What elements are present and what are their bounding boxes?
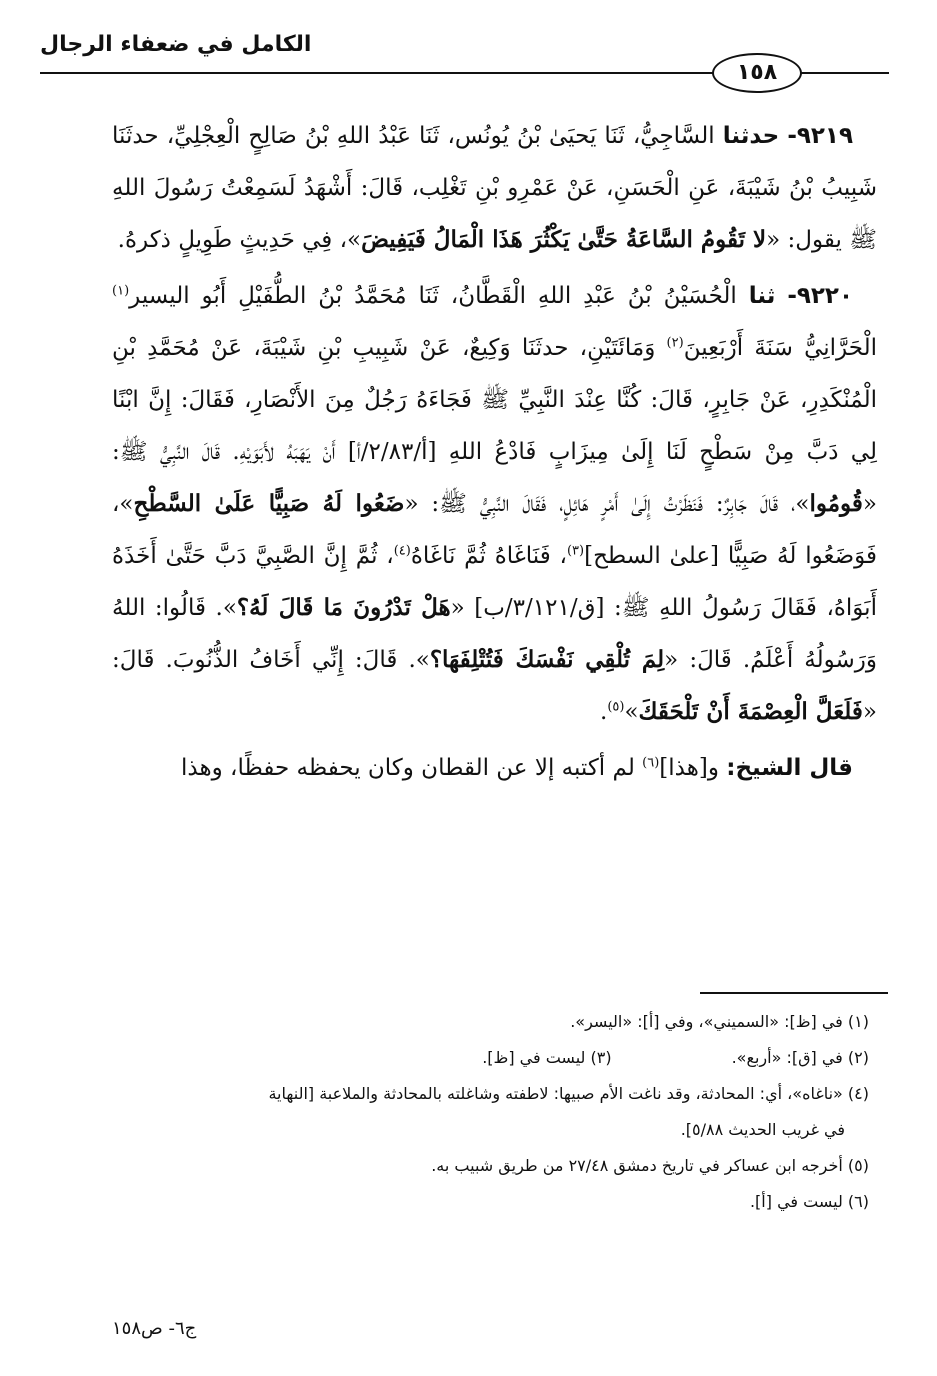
book-title: الكامل في ضعفاء الرجال bbox=[40, 32, 312, 57]
entry-number: ٩٢٢٠- bbox=[787, 283, 854, 309]
entry-text: وَمَائَتَيْنِ، حدثَنَا وَكِيعٌ، عَنْ شَبِيبِ بْنِ شَيْبَةَ، عَنْ مُحَمَّدِ بْنِ الْمُنْكَدِرِ، عَنْ جَابِرٍ، قَالَ: كُنَّا عِنْدَ النَّبِيِّ ﷺ فَجَاءَهُ رَجُلٌ مِنَ الأَنْصَارِ، فَقَالَ: إِنَّ ابْنًا لِي دَبَّ مِنْ سَطْحٍ لَنَا إِلَىٰ مِيزَابٍ فَادْعُ اللهِ [أ/٢/٨٣/أ] أَنْ يَهَبَهُ لأَبَوَيْهِ. قَالَ النَّبِيُّ ﷺ: « bbox=[112, 335, 877, 517]
footnote-ref: (٣) bbox=[566, 543, 585, 559]
footnote-5: (٥) أخرجه ابن عساكر في تاريخ دمشق ٢٧/٤٨ من طريق شبيب به. bbox=[431, 1156, 869, 1175]
entry-9219 bbox=[112, 110, 877, 266]
footnotes bbox=[58, 1004, 869, 1220]
entry-text: الْحُسَيْنُ بْنُ عَبْدِ اللهِ الْقَطَّانُ، ثَنَا مُحَمَّدُ بْنُ الطُّفَيْلِ أَبُو اليسير bbox=[129, 283, 737, 309]
hadith-text: هَلْ تَدْرُونَ مَا قَالَ لَهُ؟ bbox=[236, 594, 451, 621]
entry-text: ». قَالَ: إِنِّي أَخَافُ الذُّنُوبَ. قَالَ: « bbox=[112, 647, 877, 725]
footnote-4-continued: في غريب الحديث ٥/٨٨]. bbox=[680, 1120, 845, 1139]
entry-keyword: ثنا bbox=[748, 283, 776, 309]
footnote-3: (٣) ليست في [ظ]. bbox=[482, 1048, 612, 1067]
hadith-text: فَلَعَلَّ الْعِصْمَةَ أَنْ تَلْحَقَكَ bbox=[638, 698, 863, 725]
footnote-6: (٦) ليست في [أ]. bbox=[749, 1192, 869, 1211]
footnote-ref: (٤) bbox=[393, 543, 411, 559]
footnote-1: (١) في [ظ]: «السميني»، وفي [أ]: «اليسر». bbox=[570, 1012, 869, 1031]
entry-number: ٩٢١٩- bbox=[787, 123, 854, 149]
entry-text: ». قَالُوا: اللهُ وَرَسُولُهُ أَعْلَمُ. قَالَ: « bbox=[112, 595, 877, 673]
entry-text: »، قَالَ جَابِرٌ: فَنَظَرْتُ إِلَىٰ أَمْرٍ هَائِلٍ، فَقَالَ النَّبِيُّ ﷺ: « bbox=[404, 491, 810, 517]
entry-text: »، فَوَضَعُوا لَهُ صَبِيًّا [علىٰ السطح] bbox=[112, 491, 877, 569]
main-text bbox=[112, 110, 877, 798]
page-number-badge: ١٥٨ bbox=[712, 53, 802, 93]
hadith-text: لِمَ تُلْقِي نَفْسَكَ فَتُتْلِفَهَا؟ bbox=[429, 646, 665, 673]
entry-text: ، ثُمَّ إِنَّ الصَّبِيَّ دَبَّ حَتَّىٰ أَخَذَهُ أَبَوَاهُ، فَقَالَ رَسُولُ اللهِ ﷺ: [ق/٣/١٢١/ب] « bbox=[112, 543, 877, 621]
sheikh-text: لم أكتبه إلا عن القطان وكان يحفظه حفظًا، وهذا bbox=[181, 755, 635, 781]
sheikh-label: قال الشيخ: bbox=[726, 755, 853, 781]
footnote-ref: (٥) bbox=[607, 699, 625, 715]
footnote-row bbox=[58, 1040, 869, 1076]
footnote-4: (٤) «ناغاه»، أي: المحادثة، وقد ناغت الأم صبيها: لاطفته وشاغلته بالمحادثة والملاعبة [النهاية bbox=[268, 1084, 869, 1103]
entry-text: السَّاجِيُّ، ثَنَا يَحيَىٰ بْنُ يُونُس، ثَنَا عَبْدُ اللهِ بْنُ صَالِحٍ الْعِجْلِيِّ، حدثَنَا شَبِيبُ بْنُ شَيْبَةَ، عَنِ الْحَسَنِ، عَنْ عَمْرِو بْنِ تَغْلِب، قَالَ: أَشْهَدُ لَسَمِعْتُ رَسُولَ اللهِ ﷺ يقول: « bbox=[112, 123, 877, 253]
hadith-text: ضَعُوا لَهُ صَبِيًّا عَلَىٰ السَّطْحِ bbox=[133, 490, 405, 517]
footnote-2: (٢) في [ق]: «أربع». bbox=[731, 1048, 869, 1067]
entry-9220 bbox=[112, 270, 877, 738]
footnote-ref: (١) bbox=[112, 283, 130, 299]
footnote-ref: (٦) bbox=[642, 755, 660, 771]
entry-text: » bbox=[624, 699, 639, 725]
entry-text: الْحَرَّانِيُّ سَنَةَ أَرْبَعِينَ bbox=[683, 335, 877, 361]
hadith-text: لا تَقُومُ السَّاعَةُ حَتَّىٰ يَكْثُرَ هَذَا الْمَالُ فَيَفِيضَ bbox=[361, 226, 767, 253]
hadith-text: قُومُوا bbox=[809, 490, 863, 517]
entry-text: . bbox=[600, 699, 608, 725]
entry-text: ، فَنَاغَاهُ ثُمَّ نَاغَاهُ bbox=[410, 543, 567, 569]
sheikh-comment bbox=[112, 742, 877, 794]
footnote-ref: (٢) bbox=[666, 335, 684, 351]
footnote-separator bbox=[700, 992, 888, 994]
page-footer: ج٦- ص١٥٨ bbox=[112, 1318, 197, 1339]
sheikh-text: و[هذا] bbox=[659, 755, 719, 781]
entry-keyword: حدثنا bbox=[722, 123, 780, 149]
entry-text: »، فِي حَدِيثٍ طَوِيلٍ ذكرهُ. bbox=[117, 227, 362, 253]
